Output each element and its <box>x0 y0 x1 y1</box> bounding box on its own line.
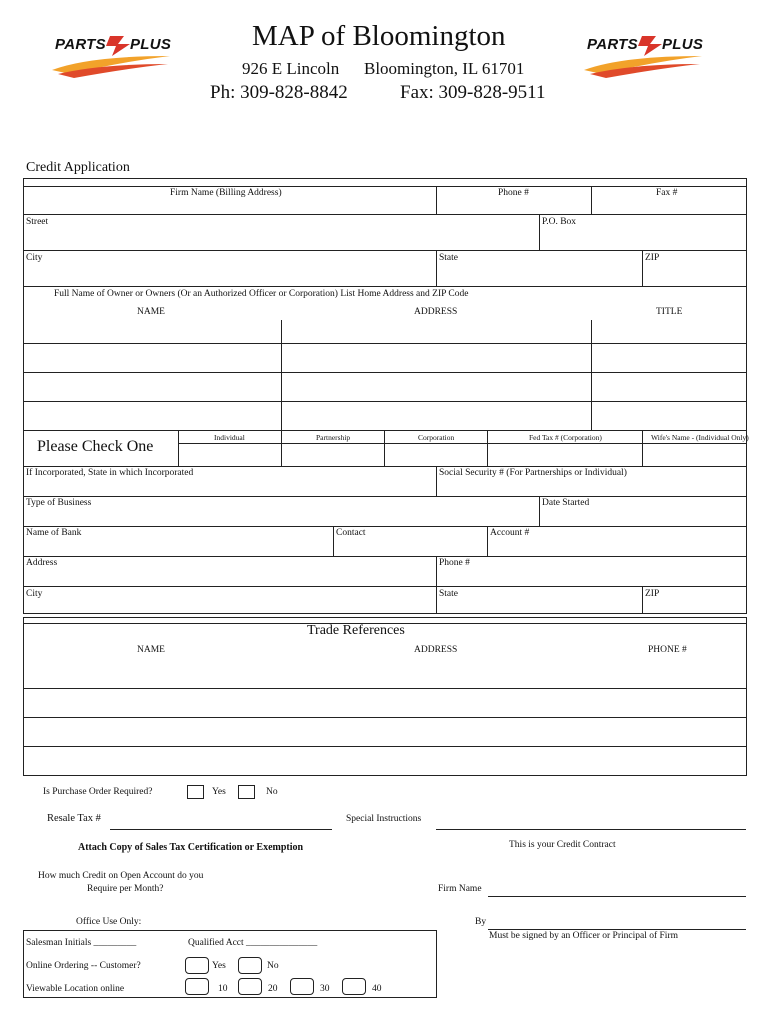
credit-contract-note: This is your Credit Contract <box>509 840 616 850</box>
by-label: By <box>475 917 487 927</box>
trade-ref-row-4[interactable] <box>24 747 744 773</box>
zip-label: ZIP <box>645 253 660 263</box>
logo-text-plus: PLUS <box>662 36 704 53</box>
bank-address-label: Address <box>26 558 58 568</box>
office-use-label: Office Use Only: <box>76 917 142 927</box>
city-label: City <box>26 253 43 263</box>
signature-field[interactable] <box>488 929 746 930</box>
credit-question-line-2: Require per Month? <box>87 884 164 894</box>
owner-2-address-field[interactable] <box>282 373 590 400</box>
salesman-initials-label: Salesman Initials _________ <box>26 938 137 948</box>
wife-name-field[interactable] <box>643 444 744 465</box>
contact-field[interactable] <box>334 540 486 555</box>
location-30-label: 30 <box>320 984 330 994</box>
trade-ref-row-1[interactable] <box>24 660 744 687</box>
option-corporation-label: Corporation <box>418 433 455 442</box>
logo-text-parts: PARTS <box>587 36 638 53</box>
special-instructions-field[interactable] <box>436 829 746 830</box>
location-40-label: 40 <box>372 984 382 994</box>
resale-tax-label: Resale Tax # <box>47 813 101 824</box>
online-no-checkbox[interactable] <box>238 957 262 974</box>
option-fedtax-label: Fed Tax # (Corporation) <box>529 433 602 442</box>
header-fax: Fax: 309-828-9511 <box>400 82 546 103</box>
state-label: State <box>439 253 458 263</box>
contact-label: Contact <box>336 528 366 538</box>
incorporated-state-field[interactable] <box>24 480 435 495</box>
po-no-label: No <box>266 787 278 797</box>
location-30-checkbox[interactable] <box>290 978 314 995</box>
parts-plus-logo-right <box>582 34 712 78</box>
incorporated-state-label: If Incorporated, State in which Incorporated <box>26 468 194 478</box>
page-title: MAP of Bloomington <box>252 20 506 52</box>
logo-text-parts: PARTS <box>55 36 106 53</box>
bank-city-label: City <box>26 589 43 599</box>
location-20-checkbox[interactable] <box>238 978 262 995</box>
viewable-location-label: Viewable Location online <box>26 984 125 994</box>
option-individual-checkbox[interactable] <box>179 444 280 465</box>
street-label: Street <box>26 217 49 227</box>
ssn-label: Social Security # (For Partnerships or Individual) <box>439 468 627 478</box>
trade-references-title: Trade References <box>307 623 405 638</box>
phone-field[interactable] <box>437 200 590 214</box>
bank-state-label: State <box>439 589 458 599</box>
owner-1-address-field[interactable] <box>282 344 590 371</box>
please-check-one-label: Please Check One <box>37 438 154 455</box>
bank-name-label: Name of Bank <box>26 528 82 538</box>
bank-city-field[interactable] <box>24 600 435 612</box>
fax-field[interactable] <box>592 200 744 214</box>
account-label: Account # <box>490 528 530 538</box>
bank-zip-field[interactable] <box>643 600 744 612</box>
city-field[interactable] <box>24 266 435 285</box>
account-field[interactable] <box>488 540 744 555</box>
owners-instruction: Full Name of Owner or Owners (Or an Authorized Officer or Corporation) List Home Address and ZIP Code <box>54 289 469 299</box>
special-instructions-label: Special Instructions <box>346 814 422 824</box>
signed-note: Must be signed by an Officer or Principal of Firm <box>489 931 678 941</box>
state-field[interactable] <box>437 266 641 285</box>
option-corporation-checkbox[interactable] <box>385 444 486 465</box>
business-type-field[interactable] <box>24 510 538 525</box>
owners-col-address: ADDRESS <box>414 307 458 317</box>
owner-1-name-field[interactable] <box>24 344 280 371</box>
online-yes-label: Yes <box>212 961 226 971</box>
po-no-checkbox[interactable] <box>238 785 255 799</box>
trade-col-phone: PHONE # <box>648 645 687 655</box>
bank-phone-field[interactable] <box>437 570 744 585</box>
firm-name-sign-label: Firm Name <box>438 884 482 894</box>
bank-address-field[interactable] <box>24 570 435 585</box>
attach-copy-notice: Attach Copy of Sales Tax Certification or Exemption <box>78 842 304 853</box>
online-ordering-label: Online Ordering -- Customer? <box>26 961 141 971</box>
po-yes-label: Yes <box>212 787 226 797</box>
location-10-checkbox[interactable] <box>185 978 209 995</box>
address-city: Bloomington, IL 61701 <box>364 59 525 78</box>
bank-state-field[interactable] <box>437 600 641 612</box>
header-phone: Ph: 309-828-8842 <box>210 82 348 103</box>
owner-3-address-field[interactable] <box>282 402 590 429</box>
owners-col-title: TITLE <box>656 307 683 317</box>
trade-col-name: NAME <box>137 645 165 655</box>
resale-tax-field[interactable] <box>110 829 332 830</box>
credit-question-line-1: How much Credit on Open Account do you <box>38 871 204 881</box>
section-title: Credit Application <box>26 160 130 175</box>
online-yes-checkbox[interactable] <box>185 957 209 974</box>
bank-zip-label: ZIP <box>645 589 660 599</box>
zip-field[interactable] <box>643 266 744 285</box>
phone-label: Phone # <box>498 188 529 198</box>
date-started-field[interactable] <box>540 510 744 525</box>
date-started-label: Date Started <box>542 498 590 508</box>
po-box-field[interactable] <box>540 230 744 249</box>
qualified-acct-label: Qualified Acct _______________ <box>188 938 318 948</box>
bank-name-field[interactable] <box>24 540 332 555</box>
online-no-label: No <box>267 961 279 971</box>
trade-ref-row-2[interactable] <box>24 689 744 716</box>
location-20-label: 20 <box>268 984 278 994</box>
option-partnership-checkbox[interactable] <box>282 444 383 465</box>
street-field[interactable] <box>24 230 538 249</box>
option-individual-label: Individual <box>214 433 245 442</box>
fax-label: Fax # <box>656 188 678 198</box>
ssn-field[interactable] <box>437 480 744 495</box>
po-box-label: P.O. Box <box>542 217 577 227</box>
parts-plus-logo-left <box>50 34 180 78</box>
trade-ref-row-3[interactable] <box>24 718 744 745</box>
option-partnership-label: Partnership <box>316 433 351 442</box>
location-10-label: 10 <box>218 984 228 994</box>
firm-name-field[interactable] <box>24 200 435 214</box>
option-wife-label: Wife's Name - (Individual Only) <box>651 433 749 442</box>
business-type-label: Type of Business <box>26 498 92 508</box>
owner-3-title-field[interactable] <box>592 402 744 429</box>
firm-name-label: Firm Name (Billing Address) <box>170 188 282 198</box>
bank-phone-label: Phone # <box>439 558 470 568</box>
owner-2-title-field[interactable] <box>592 373 744 400</box>
trade-col-address: ADDRESS <box>414 645 458 655</box>
location-40-checkbox[interactable] <box>342 978 366 995</box>
po-required-label: Is Purchase Order Required? <box>43 787 153 797</box>
address-street: 926 E Lincoln <box>242 59 340 78</box>
owner-1-title-field[interactable] <box>592 344 744 371</box>
fed-tax-field[interactable] <box>488 444 641 465</box>
owner-2-name-field[interactable] <box>24 373 280 400</box>
owner-3-name-field[interactable] <box>24 402 280 429</box>
po-yes-checkbox[interactable] <box>187 785 204 799</box>
logo-text-plus: PLUS <box>130 36 172 53</box>
firm-name-sign-field[interactable] <box>488 896 746 897</box>
owners-col-name: NAME <box>137 307 165 317</box>
